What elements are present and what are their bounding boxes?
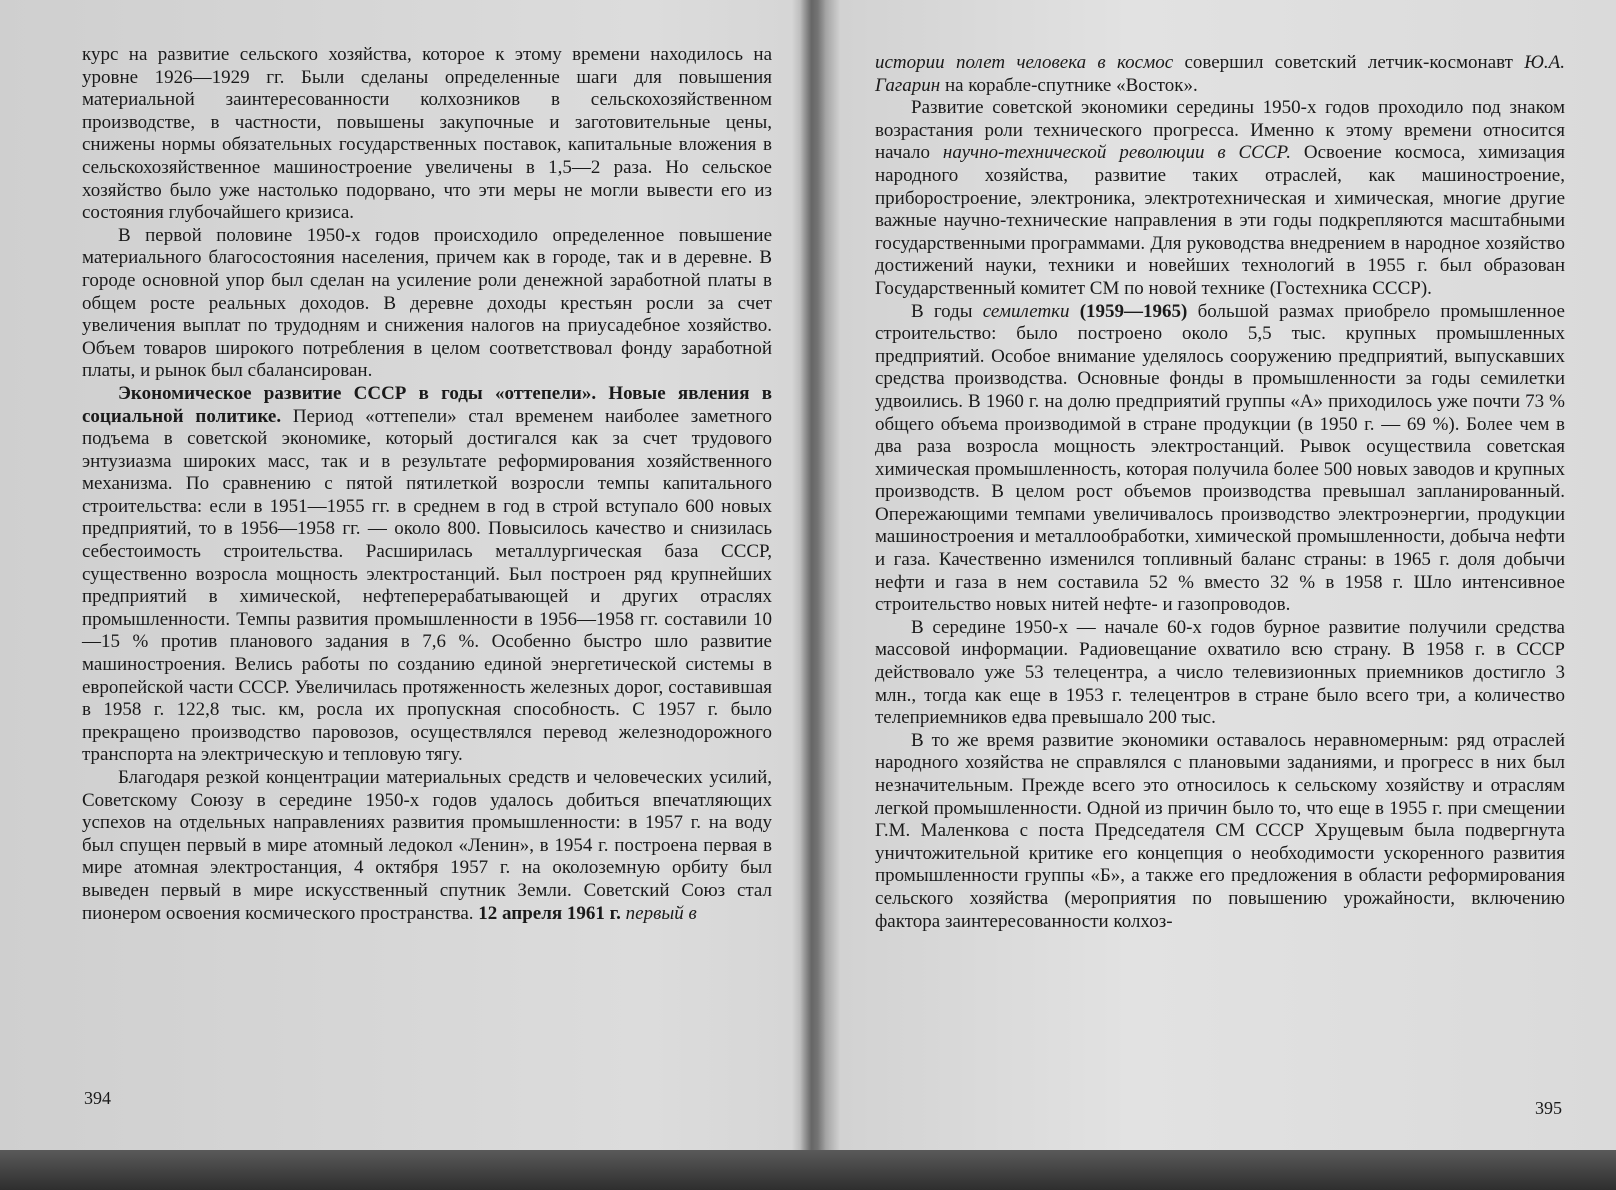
italic-text: научно-технической революции в СССР. [942,142,1291,164]
paragraph-text: на корабле-спутнике «Восток». [940,74,1198,96]
paragraph [875,301,1565,617]
paragraph: В первой половине 1950-х годов происходило определенное повышение материального благосостояния населения, причем как в городе, так и в деревне. В городе основной упор был сделан на усиление роли денежной заработной платы в общем росте реальных доходов. В деревне доходы крестьян росли за счет увеличения выплат по трудодням и снижения налогов на приусадебное хозяйство. Объем товаров широкого потребления в целом соответствовал фонду заработной платы, и рынок был сбалансирован. [82,224,772,382]
paragraph [875,52,1565,97]
italic-name: Ю.А. Гагарин [875,52,1565,96]
paragraph: В то же время развитие экономики оставалось неравномерным: ряд отраслей народного хозяйства не справлялся с плановыми заданиями, и прогресс в них был незначительным. Прежде всего это относилось к сельскому хозяйству и отраслям легкой промышленности. Одной из причин было то, что еще в 1955 г. при смещении Г.М. Маленкова с поста Председателя СМ СССР Хрущевым была подвергнута уничтожительной критике его концепция о необходимости ускоренного развития промышленности группы «Б», а также его предложения в области реформирования сельского хозяйства (мероприятия по повышению урожайности, включению фактора заинтересованности колхоз- [875,729,1565,932]
paragraph-text: Благодаря резкой концентрации материальных средств и человеческих усилий, Советскому Союзу в середине 1950-х годов удалось добиться впечатляющих успехов на отдельных направлениях развития промышленности: в 1957 г. на воду был спущен первый в мире атомный ледокол «Ленин», в 1954 г. построена первая в мире атомная электростанция, 4 октября 1957 г. на околоземную орбиту был выведен первый в мире искусственный спутник Земли. Советский Союз стал пионером освоения космического пространства. [82,767,772,924]
bold-years: (1959—1965) [1069,300,1188,322]
italic-text: семилетки [982,300,1070,322]
section-heading: Экономическое развитие СССР в годы «оттепели». Новые явления в социальной политике. [82,382,772,427]
right-page [875,52,1565,933]
book-spine [800,0,826,1150]
page-number-right: 395 [1535,1098,1562,1118]
paragraph-text: большой размах приобрело промышленное строительство: было построено около 5,5 тыс. крупных промышленных предприятий. Особое внимание уделялось сооружению предприятий, выпускавших средства производства. Основные фонды в промышленности за годы семилетки удвоились. В 1960 г. на долю предприятий группы «А» приходилось уже почти 73 % общего объема производимой в стране продукции (в 1950 г. — 69 %). Более чем в два раза возросла мощность электростанций. Рывок осуществила советская химическая промышленность, которая получила более 500 новых заводов и крупных производств. В целом рост объемов производства превышал запланированный. Опережающими темпами увеличивалось производство электроэнергии, продукции машиностроения и металлообработки, химической промышленности, добыча нефти и газа. Качественно изменился топливный баланс страны: в 1965 г. доля добычи нефти и газа в нем составила 52 % вместо 32 % в 1958 г. Шло интенсивное строительство новых нитей нефте- и газопроводов. [875,300,1565,616]
paragraph-text: В годы [911,300,983,322]
section-paragraph [82,383,772,767]
scan-bottom-edge [0,1150,1616,1190]
paragraph [82,767,772,925]
page-number-left: 394 [84,1088,111,1108]
paragraph-text: совершил советский летчик-космонавт [1173,52,1525,73]
bold-date: 12 апреля 1961 г. [478,902,621,924]
paragraph-text: Развитие советской экономики середины 1950-х годов проходило под знаком возрастания роли технического прогресса. Именно к этому времени относится начало [875,97,1565,164]
paragraph [875,97,1565,300]
paragraph: В середине 1950-х — начале 60-х годов бурное развитие получили средства массовой информации. Радиовещание охватило всю страну. В 1958 г. в СССР действовало уже 53 телецентра, а число телевизионных приемников достигло 3 млн., тогда как еще в 1953 г. телецентров в стране было всего три, а количество телеприемников едва превышало 200 тыс. [875,616,1565,729]
paragraph-text: Период «оттепели» стал временем наиболее заметного подъема в советской экономике, который достигался как за счет трудового энтузиазма широких масс, так и в результате реформирования хозяйственного механизма. По сравнению с пятой пятилеткой возросли темпы капитального строительства: если в 1951—1955 гг. в среднем в год в строй вступало 600 новых предприятий, то в 1956—1958 гг. — около 800. Повысилось качество и снизилась себестоимость строительства. Расширилась металлургическая база СССР, существенно возросла мощность электростанций. Был построен ряд крупнейших предприятий в химической, нефтеперерабатывающей и других отраслях промышленности. Темпы развития промышленности в 1956—1958 гг. составили 10—15 % против планового задания в 7,6 %. Особенно быстро шло развитие машиностроения. Велись работы по созданию единой энергетической системы в европейской части СССР. Увеличилась протяженность железных дорог, составившая в 1958 г. 122,8 тыс. км, росла их пропускная способность. С 1957 г. было прекращено производство паровозов, осуществлялся перевод железнодорожного транспорта на электрическую и тепловую тягу. [82,405,772,766]
paragraph: курс на развитие сельского хозяйства, которое к этому времени находилось на уровне 1926—1929 гг. Были сделаны определенные шаги для повышения материальной заинтересованности колхозников в сельскохозяйственном производстве, в частности, повышены закупочные и заготовительные цены, снижены нормы обязательных государственных поставок, капитальные вложения в сельскохозяйственное машиностроение увеличены в 1,5—2 раза. Но сельское хозяйство было уже настолько подорвано, что эти меры не могли вывести его из состояния глубочайшего кризиса. [82,44,772,224]
italic-text: истории полет человека в космос [875,52,1174,73]
paragraph-text: Освоение космоса, химизация народного хозяйства, развитие таких отраслей, как машиностроение, приборостроение, электроника, электротехническая и химическая, многие другие важные научно-технические направления в эти годы подкрепляются масштабными государственными программами. Для руководства внедрением в народное хозяйство достижений науки, техники и новейших технологий в 1955 г. был образован Государственный комитет СМ по новой технике (Гостехника СССР). [875,142,1566,299]
italic-text: первый в [620,902,697,924]
left-page [82,44,772,925]
